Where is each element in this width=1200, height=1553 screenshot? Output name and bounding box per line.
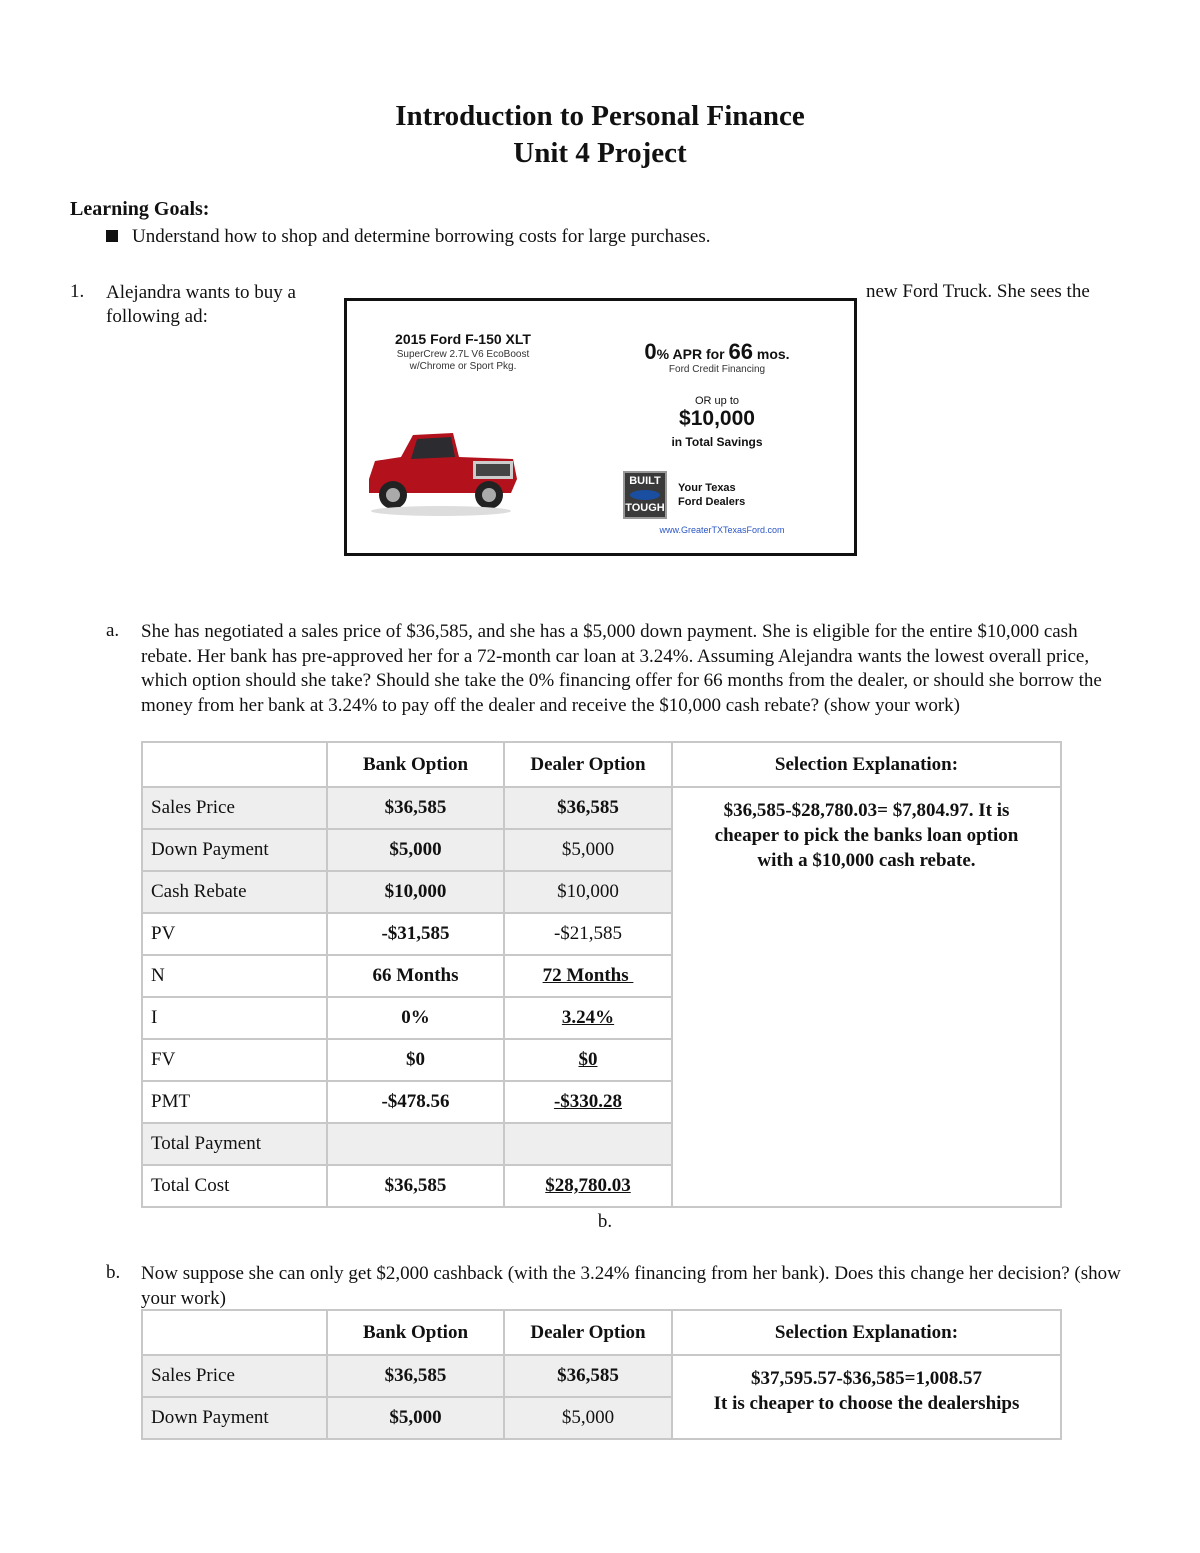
ad-apr-text-b: mos. (752, 346, 790, 362)
dealer-value: $0 (504, 1039, 672, 1081)
question-text-line1: Alejandra wants to buy a (106, 282, 296, 303)
stray-label: b. (597, 1211, 613, 1232)
dealer-value: $10,000 (504, 871, 672, 913)
explanation-line: It is cheaper to choose the dealerships (713, 1393, 1020, 1414)
bank-value: 66 Months (327, 955, 504, 997)
table-row (142, 1355, 1061, 1397)
header-selection-explanation: Selection Explanation: (672, 742, 1061, 787)
header-dealer-option: Dealer Option (504, 1310, 672, 1355)
learning-goals-heading: Learning Goals: (70, 198, 210, 220)
ford-ad-image (344, 298, 857, 556)
ad-savings-text: in Total Savings (671, 435, 763, 449)
header-cell-empty (142, 1310, 327, 1355)
ad-subtitle-line1: SuperCrew 2.7L V6 EcoBoost (396, 349, 530, 360)
bank-value (327, 1123, 504, 1165)
bank-value: $36,585 (327, 787, 504, 829)
ad-url: www.GreaterTXTexasFord.com (659, 525, 785, 535)
dealer-value: $5,000 (504, 829, 672, 871)
ford-oval-icon (630, 490, 660, 500)
header-bank-option: Bank Option (327, 1310, 504, 1355)
ad-or-up-to: OR up to (694, 395, 740, 407)
table-row (142, 787, 1061, 829)
row-label: I (142, 997, 327, 1039)
selection-explanation-cell (672, 1355, 1061, 1439)
bank-value: -$31,585 (327, 913, 504, 955)
ad-title: 2015 Ford F-150 XLT (395, 331, 531, 347)
header-selection-explanation: Selection Explanation: (672, 1310, 1061, 1355)
header-dealer-option: Dealer Option (504, 742, 672, 787)
question-text-line2: following ad: (106, 306, 208, 327)
row-label: Total Cost (142, 1165, 327, 1207)
bank-value: $5,000 (327, 1397, 504, 1439)
page-title: Introduction to Personal Finance (395, 100, 805, 132)
bank-value: $10,000 (327, 871, 504, 913)
dealer-value: $36,585 (504, 1355, 672, 1397)
logo-bottom-text: TOUGH (625, 502, 665, 514)
ad-apr-rate: 0 (644, 339, 657, 364)
row-label: Down Payment (142, 1397, 327, 1439)
dealer-value: $28,780.03 (504, 1165, 672, 1207)
dealer-value: -$330.28 (504, 1081, 672, 1123)
explanation-line: cheaper to pick the banks loan option (714, 825, 1019, 846)
table-header-row (142, 742, 1061, 787)
row-label: Sales Price (142, 1355, 327, 1397)
part-a-label: a. (106, 620, 120, 641)
header-bank-option: Bank Option (327, 742, 504, 787)
row-label: Sales Price (142, 787, 327, 829)
part-a-table (141, 741, 1062, 1208)
learning-goal-item (106, 226, 710, 248)
row-label: FV (142, 1039, 327, 1081)
ad-subtitle (373, 349, 553, 373)
ad-apr-offer (617, 339, 817, 365)
ad-savings-amount: $10,000 (679, 407, 755, 430)
selection-explanation-cell (672, 787, 1061, 1207)
bank-value: $36,585 (327, 1355, 504, 1397)
bank-value: -$478.56 (327, 1081, 504, 1123)
ad-dealer-line2: Ford Dealers (678, 496, 746, 508)
dealer-value: -$21,585 (504, 913, 672, 955)
part-b-table (141, 1309, 1062, 1440)
row-label: Down Payment (142, 829, 327, 871)
truck-image-icon (361, 421, 521, 521)
built-ford-tough-logo (623, 471, 667, 519)
explanation-line: with a $10,000 cash rebate. (757, 850, 976, 871)
part-b-text: Now suppose she can only get $2,000 cashback (with the 3.24% financing from her bank). Does this change her decision? (show your work) (141, 1263, 1121, 1309)
ad-financing: Ford Credit Financing (668, 364, 766, 375)
square-bullet-icon (106, 230, 118, 242)
dealer-value: 3.24% (504, 997, 672, 1039)
ad-dealer-text (678, 481, 745, 509)
bank-value: $5,000 (327, 829, 504, 871)
bank-value: $36,585 (327, 1165, 504, 1207)
table-header-row (142, 1310, 1061, 1355)
question-text-left (106, 281, 296, 329)
ad-dealer-line1: Your Texas (678, 482, 736, 494)
logo-top-text: BUILT (629, 475, 661, 487)
part-b-label: b. (106, 1262, 121, 1283)
row-label: Total Payment (142, 1123, 327, 1165)
dealer-value: 72 Months (504, 955, 672, 997)
learning-goal-text: Understand how to shop and determine borrowing costs for large purchases. (132, 226, 711, 247)
dealer-value: $36,585 (504, 787, 672, 829)
part-a-text: She has negotiated a sales price of $36,585, and she has a $5,000 down payment. She is eligible for the entire $10,000 cash rebate. Her bank has pre-approved her for a 72-month car loan at 3.24%. Assuming Alejandra wants the lowest overall price, which option should she take? Should she take the 0% financing offer for 66 months from the dealer, or should she borrow the money from her bank at 3.24% to pay off the dealer and receive the $10,000 cash rebate? (show your work) (141, 621, 1102, 716)
explanation-line: $36,585-$28,780.03= $7,804.97. It is (723, 800, 1010, 821)
row-label: Cash Rebate (142, 871, 327, 913)
question-number: 1. (70, 281, 85, 302)
question-text-right: new Ford Truck. She sees the (866, 281, 1090, 302)
dealer-value: $5,000 (504, 1397, 672, 1439)
page-subtitle: Unit 4 Project (513, 137, 687, 169)
row-label: N (142, 955, 327, 997)
dealer-value (504, 1123, 672, 1165)
bank-value: $0 (327, 1039, 504, 1081)
row-label: PV (142, 913, 327, 955)
ad-apr-text-a: % APR for (656, 346, 729, 362)
ad-subtitle-line2: w/Chrome or Sport Pkg. (409, 361, 517, 372)
row-label: PMT (142, 1081, 327, 1123)
header-cell-empty (142, 742, 327, 787)
ad-apr-months: 66 (728, 339, 753, 364)
bank-value: 0% (327, 997, 504, 1039)
explanation-line: $37,595.57-$36,585=1,008.57 (751, 1368, 982, 1389)
